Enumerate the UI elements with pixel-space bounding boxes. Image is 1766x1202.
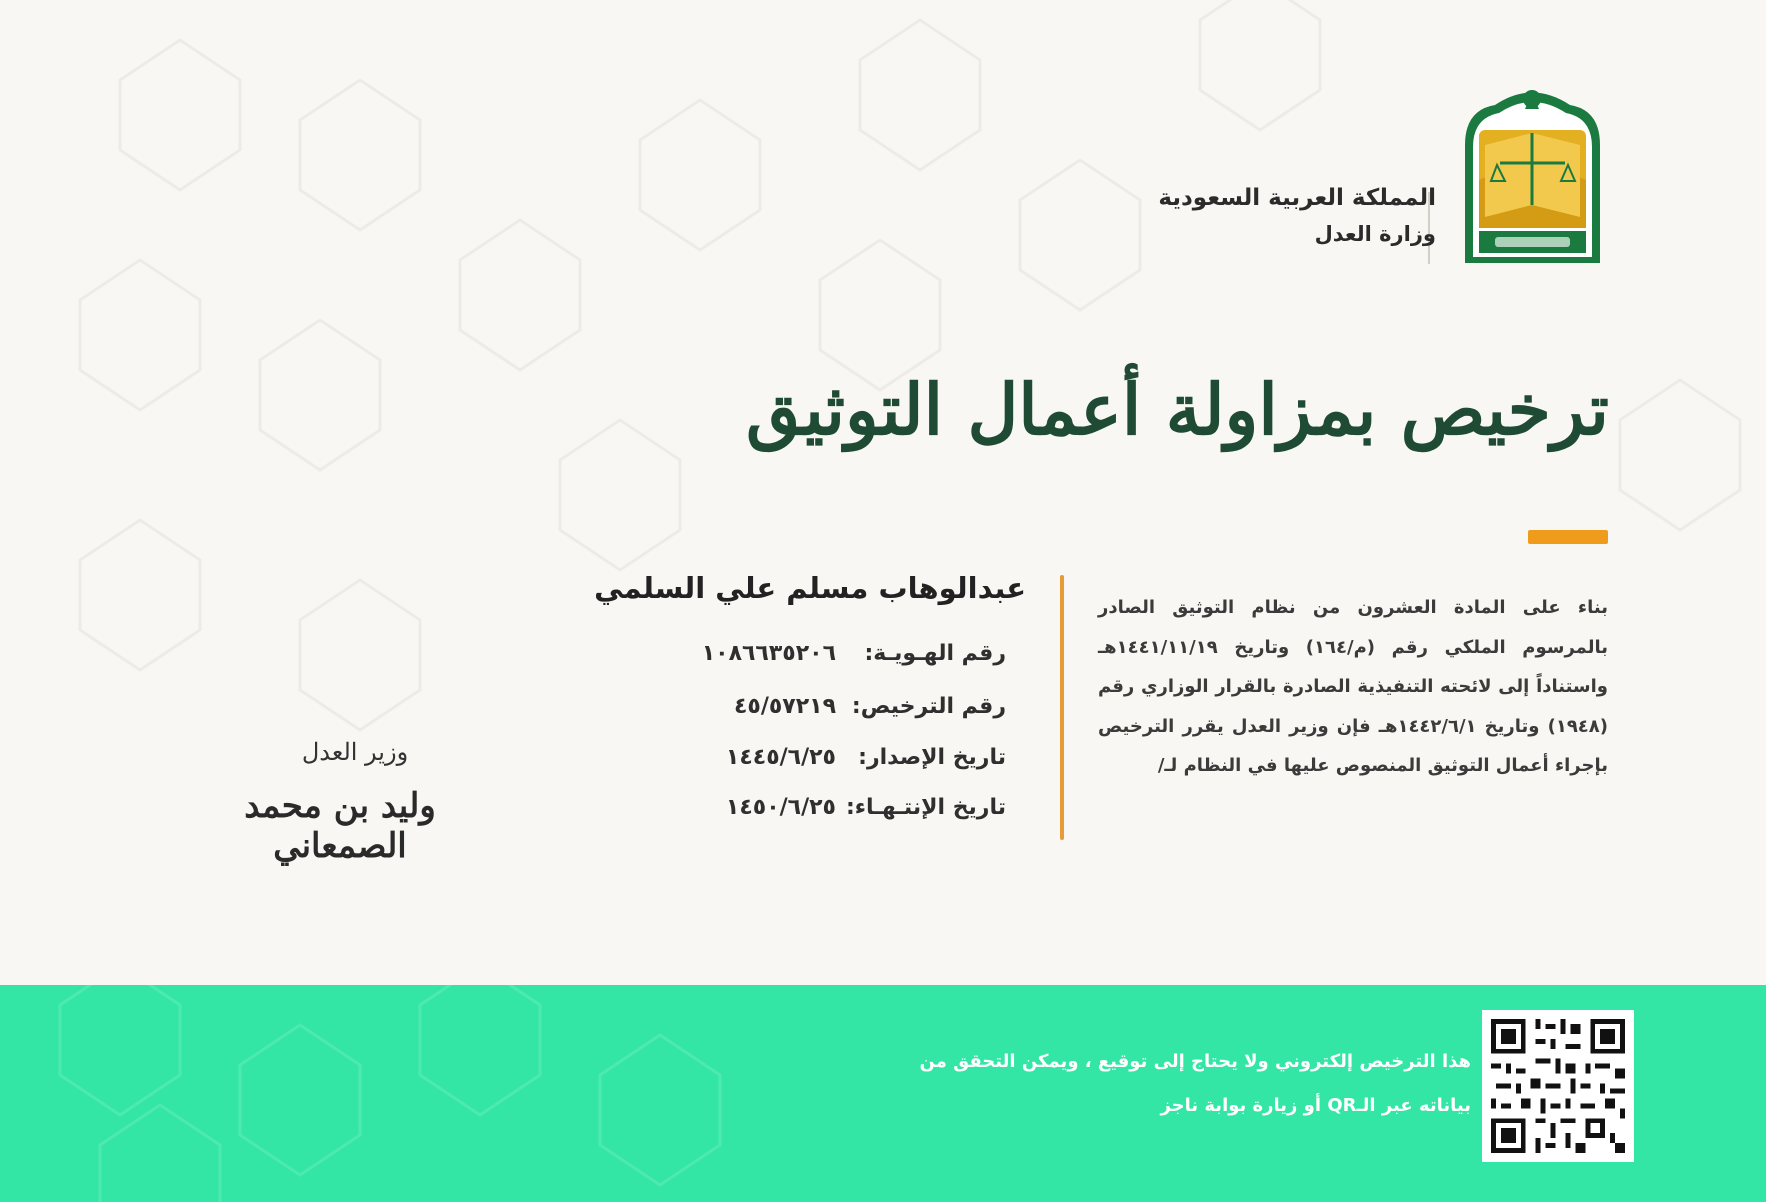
certificate-title: ترخيص بمزاولة أعمال التوثيق bbox=[746, 368, 1609, 451]
notice-line: هذا الترخيص إلكتروني ولا يحتاج إلى توقيع ، ويمكن التحقق من bbox=[919, 1051, 1471, 1072]
license-number-row bbox=[734, 681, 1006, 731]
field-label: رقم الهـويـة: bbox=[864, 640, 1006, 666]
license-holder-name: عبدالوهاب مسلم علي السلمي bbox=[594, 571, 1026, 605]
license-number-value: ٤٥/٥٧٢١٩ bbox=[733, 693, 836, 719]
ministry-name: وزارة العدل bbox=[1314, 222, 1436, 246]
ministry-emblem-icon bbox=[1455, 85, 1610, 263]
verification-notice bbox=[851, 1040, 1471, 1128]
expiry-date-row bbox=[726, 782, 1006, 832]
verification-qr-code-icon[interactable] bbox=[1482, 1010, 1634, 1162]
national-id-value: ١٠٨٦٦٣٥٢٠٦ bbox=[701, 640, 836, 666]
field-label: تاريخ الإنتـهـاء: bbox=[846, 794, 1006, 820]
field-label: تاريخ الإصدار: bbox=[858, 744, 1006, 770]
minister-signature: وليد بن محمد الصمعاني bbox=[244, 786, 436, 866]
verification-footer bbox=[0, 985, 1766, 1202]
country-name: المملكة العربية السعودية bbox=[1158, 185, 1436, 211]
minister-title: وزير العدل bbox=[301, 738, 409, 766]
national-id-row bbox=[702, 628, 1006, 678]
field-label: رقم الترخيص: bbox=[851, 693, 1006, 719]
expiry-date-value: ١٤٥٠/٦/٢٥ bbox=[725, 794, 836, 820]
legal-basis-paragraph: بناء على المادة العشرون من نظام التوثيق الصادر بالمرسوم الملكي رقم (م/١٦٤) وتاريخ ١٤٤١/١١/١٩هـ واستناداً إلى لائحته التنفيذية الصادرة بالقرار الوزاري رقم (١٩٤٨) وتاريخ ١٤٤٢/٦/١هـ فإن وزير العدل يقرر الترخيص بإجراء أعمال التوثيق المنصوص عليها في النظام لـ/ bbox=[1098, 597, 1609, 776]
issue-date-value: ١٤٤٥/٦/٢٥ bbox=[725, 744, 836, 770]
notice-line: بياناته عبر الـQR أو زيارة بوابة ناجز bbox=[1160, 1095, 1471, 1116]
issue-date-row bbox=[726, 732, 1006, 782]
issuer-header bbox=[1158, 180, 1436, 252]
section-divider bbox=[1060, 575, 1064, 840]
title-accent-bar bbox=[1528, 530, 1608, 544]
